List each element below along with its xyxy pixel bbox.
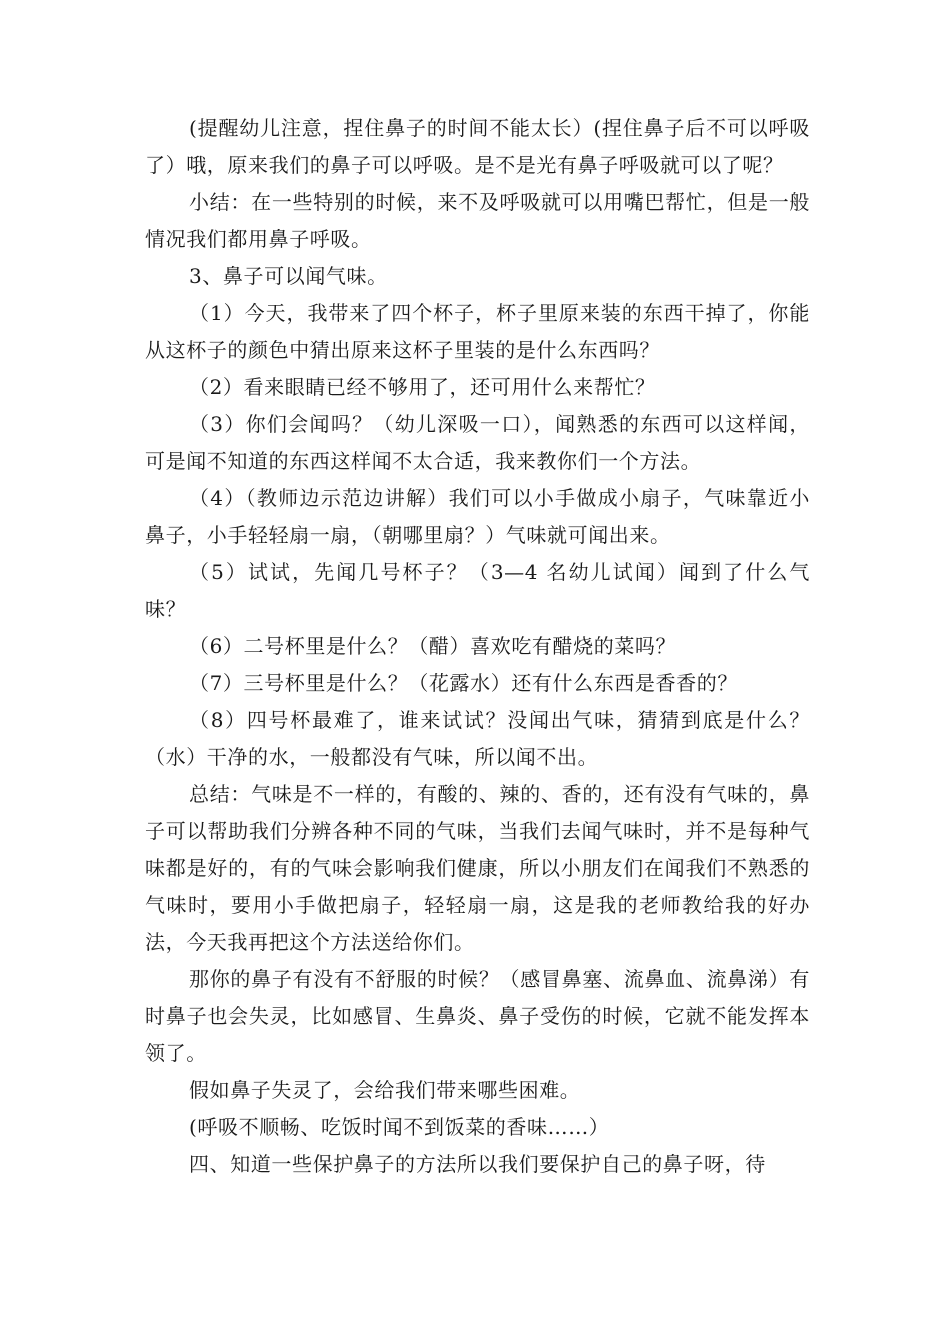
paragraph: 总结：气味是不一样的，有酸的、辣的、香的，还有没有气味的，鼻子可以帮助我们分辨各种不同的气味，当我们去闻气味时，并不是每种气味都是好的，有的气味会影响我们健康，所以小朋友们在闻我们不熟悉的气味时，要用小手做把扇子，轻轻扇一扇，这是我的老师教给我的好办法，今天我再把这个方法送给你们。 (145, 782, 810, 954)
paragraph: （2）看来眼睛已经不够用了，还可用什么来帮忙？ (189, 375, 656, 399)
paragraph: （4）（教师边示范边讲解）我们可以小手做成小扇子，气味靠近小鼻子，小手轻轻扇一扇，（朝哪里扇？）气味就可闻出来。 (145, 486, 810, 547)
paragraph: （7）三号杯里是什么？（花露水）还有什么东西是香香的？ (189, 671, 738, 695)
paragraph: （8）四号杯最难了，谁来试试？没闻出气味，猜猜到底是什么？（水）干净的水，一般都没有气味，所以闻不出。 (145, 708, 810, 769)
section-heading: 3、鼻子可以闻气味。 (189, 264, 388, 288)
paragraph: 假如鼻子失灵了，会给我们带来哪些困难。 (189, 1078, 581, 1102)
paragraph: 那你的鼻子有没有不舒服的时候？（感冒鼻塞、流鼻血、流鼻涕）有时鼻子也会失灵，比如感冒、生鼻炎、鼻子受伤的时候，它就不能发挥本领了。 (145, 967, 810, 1065)
section-heading: 四、知道一些保护鼻子的方法所以我们要保护自己的鼻子呀，待 (189, 1152, 766, 1176)
paragraph: 小结：在一些特别的时候，来不及呼吸就可以用嘴巴帮忙，但是一般情况我们都用鼻子呼吸。 (145, 190, 810, 251)
paragraph: （3）你们会闻吗？（幼儿深吸一口），闻熟悉的东西可以这样闻，可是闻不知道的东西这样闻不太合适，我来教你们一个方法。 (145, 412, 810, 473)
paragraph: (提醒幼儿注意，捏住鼻子的时间不能太长）(捏住鼻子后不可以呼吸了）哦，原来我们的鼻子可以呼吸。是不是光有鼻子呼吸就可以了呢？ (145, 116, 810, 177)
paragraph: (呼吸不顺畅、吃饭时闻不到饭菜的香味……） (189, 1115, 610, 1139)
paragraph: （5）试试，先闻几号杯子？（3—4 名幼儿试闻）闻到了什么气味？ (145, 560, 810, 621)
paragraph: （6）二号杯里是什么？（醋）喜欢吃有醋烧的菜吗？ (189, 634, 677, 658)
paragraph: （1）今天，我带来了四个杯子，杯子里原来装的东西干掉了，你能从这杯子的颜色中猜出原来这杯子里装的是什么东西吗？ (145, 301, 810, 362)
document-body (145, 110, 810, 1183)
